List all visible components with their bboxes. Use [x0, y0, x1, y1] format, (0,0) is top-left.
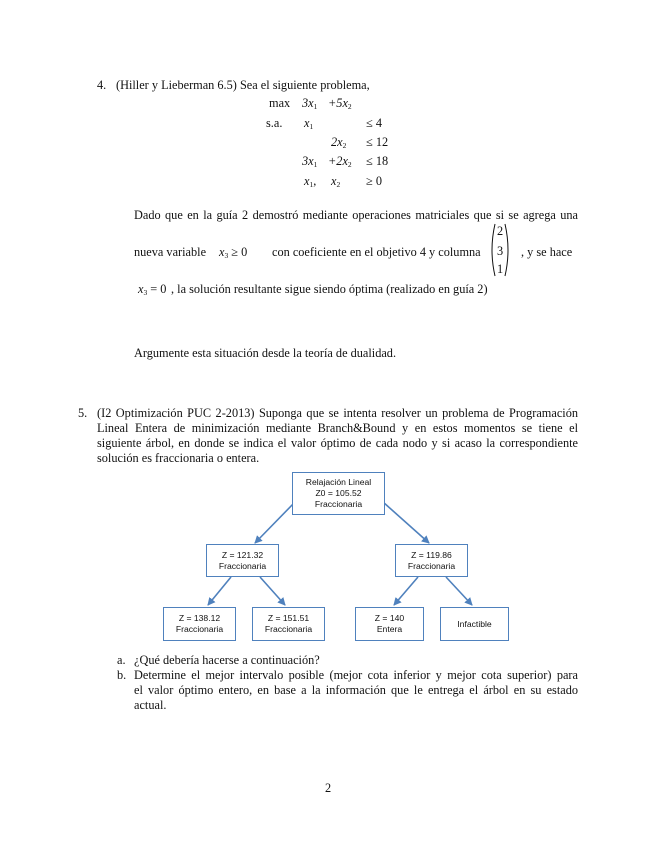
item-a-text: ¿Qué debería hacerse a continuación? [134, 653, 320, 667]
c3-b: $+2x_2$ [328, 154, 352, 169]
tree-node-rr: Infactible [440, 607, 509, 641]
obj-term-2: $+5x_2$ [328, 96, 352, 111]
edge-root-right [383, 502, 429, 543]
c4-a: $x_1$, [304, 174, 317, 189]
tree-node-root: Relajación Lineal Z0 = 105.52 Fraccionaria [292, 472, 385, 515]
problem-4-heading: (Hiller y Lieberman 6.5) Sea el siguiente problema, [116, 78, 370, 92]
c3-a: $3x_1$ [302, 154, 318, 169]
para-line-3: , la solución resultante sigue siendo óptima (realizado en guía 2) [171, 282, 488, 296]
problem-4-paragraph-line-1: Dado que en la guía 2 demostró mediante operaciones matriciales que si se agrega una [134, 208, 578, 222]
para-line-2-start: nueva variable [134, 245, 207, 259]
var-x3: $x_3 \ge 0$ [219, 245, 248, 260]
max-label: max [269, 96, 291, 110]
edge-root-left [255, 502, 295, 543]
c2-rhs: ≤ 12 [366, 135, 389, 149]
statement-line: solución es fraccionaria o entera. [97, 451, 260, 465]
problem-5-number: 5. [78, 406, 88, 420]
c4-rhs: ≥ 0 [366, 174, 382, 188]
c3-rhs: ≤ 18 [366, 154, 389, 168]
para-line-2-end: , y se hace [521, 245, 573, 259]
edge-left-lr [260, 577, 285, 605]
obj-term-1: $3x_1$ [302, 96, 318, 111]
problem-4-number: 4. [97, 78, 107, 92]
statement-line: Lineal Entera de minimización mediante Branch&Bound y en estos momentos se tiene el [97, 421, 578, 435]
tree-node-ll: Z = 138.12 Fraccionaria [163, 607, 236, 641]
argue-instruction: Argumente esta situación desde la teoría de dualidad. [134, 346, 397, 360]
column-entry-3: 1 [497, 262, 504, 276]
tree-node-left: Z = 121.32 Fraccionaria [206, 544, 279, 577]
eq-x3: $x_3 = 0$ [138, 282, 167, 297]
c2-lhs: $2x_2$ [331, 135, 347, 150]
column-entry-2: 3 [497, 244, 504, 258]
statement-line: (I2 Optimización PUC 2-2013) Suponga que se intenta resolver un problema de Programación [97, 406, 578, 420]
edge-right-rl [394, 577, 418, 605]
tree-node-right: Z = 119.86 Fraccionaria [395, 544, 468, 577]
tree-node-rl: Z = 140 Entera [355, 607, 424, 641]
item-a-marker: a. [117, 653, 126, 667]
tree-node-lr: Z = 151.51 Fraccionaria [252, 607, 325, 641]
c1-lhs: $x_1$ [304, 116, 314, 131]
para-line-2-middle: con coeficiente en el objetivo 4 y columna [272, 245, 481, 259]
item-b-text: Determine el mejor intervalo posible (mejor cota inferior y mejor cota superior) para el valor óptimo entero, en base a la información que le entrega el árbol en su estado actual. [134, 668, 578, 712]
c1-rhs: ≤ 4 [366, 116, 382, 130]
edge-right-rr [446, 577, 472, 605]
statement-line: siguiente árbol, en donde se indica el valor óptimo de cada nodo y si acaso la correspondiente [97, 436, 578, 450]
column-entry-1: 2 [497, 224, 504, 238]
edge-left-ll [208, 577, 231, 605]
item-b-marker: b. [117, 668, 127, 682]
page-number: 2 [325, 781, 332, 795]
sa-label: s.a. [266, 116, 283, 130]
c4-b: $x_2$ [331, 174, 341, 189]
